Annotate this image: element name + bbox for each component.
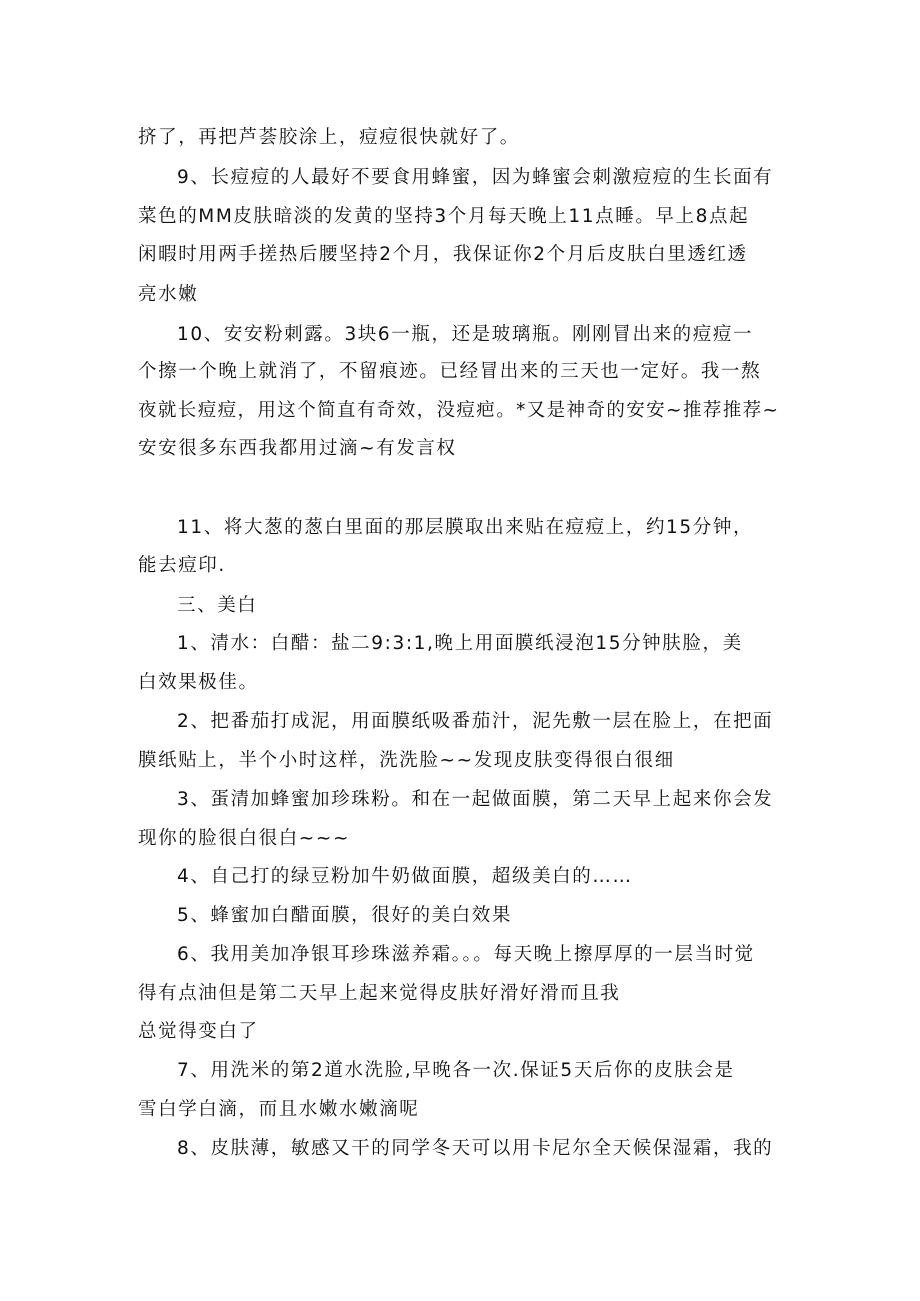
section-heading: 三、美白 (177, 595, 258, 616)
text-line: 总觉得变白了 (138, 1021, 259, 1042)
text-line: 10、安安粉刺露。3块6一瓶，还是玻璃瓶。刚刚冒出来的痘痘一 (177, 324, 754, 345)
text-line: 挤了，再把芦荟胶涂上，痘痘很快就好了。 (138, 127, 520, 148)
text-line: 能去痘印. (138, 555, 226, 576)
text-line: 膜纸贴上，半个小时这样，洗洗脸~~发现皮肤变得很白很细 (138, 750, 675, 771)
text-line: 6、我用美加净银耳珍珠滋养霜。。。每天晚上擦厚厚的一层当时觉 (177, 944, 755, 965)
text-line: 闲暇时用两手搓热后腰坚持2个月，我保证你2个月后皮肤白里透红透 (138, 244, 748, 265)
text-line: 白效果极佳。 (138, 672, 259, 693)
text-line: 菜色的MM皮肤暗淡的发黄的坚持3个月每天晚上11点睡。早上8点起 (138, 206, 750, 227)
text-line: 5、蜂蜜加白醋面膜，很好的美白效果 (177, 905, 512, 926)
text-line: 7、用洗米的第2道水洗脸,早晚各一次.保证5天后你的皮肤会是 (177, 1060, 735, 1081)
text-line: 个擦一个晚上就消了，不留痕迹。已经冒出来的三天也一定好。我一熬 (138, 361, 762, 382)
text-line: 8、皮肤薄，敏感又干的同学冬天可以用卡尼尔全天候保湿霜，我的 (177, 1138, 774, 1159)
text-line: 夜就长痘痘，用这个简直有奇效，没痘疤。*又是神奇的安安~推荐推荐~ (138, 400, 780, 421)
text-line: 4、自己打的绿豆粉加牛奶做面膜，超级美白的…… (177, 866, 633, 887)
text-line: 安安很多东西我都用过滴~有发言权 (138, 438, 457, 459)
text-line: 亮水嫩 (138, 284, 199, 305)
text-line: 11、将大葱的葱白里面的那层膜取出来贴在痘痘上，约15分钟， (177, 517, 754, 538)
text-line: 1、清水：白醋：盐二9:3:1,晚上用面膜纸浸泡15分钟肤脸，美 (177, 633, 743, 654)
text-line: 9、长痘痘的人最好不要食用蜂蜜，因为蜂蜜会刺激痘痘的生长面有 (177, 167, 774, 188)
text-line: 雪白学白滴，而且水嫩水嫩滴呢 (138, 1099, 420, 1120)
text-line: 得有点油但是第二天早上起来觉得皮肤好滑好滑而且我 (138, 983, 621, 1004)
text-line: 3、蛋清加蜂蜜加珍珠粉。和在一起做面膜，第二天早上起来你会发 (177, 789, 774, 810)
text-line: 现你的脸很白很白~~~ (138, 828, 351, 849)
text-line: 2、把番茄打成泥，用面膜纸吸番茄汁，泥先敷一层在脸上，在把面 (177, 711, 774, 732)
